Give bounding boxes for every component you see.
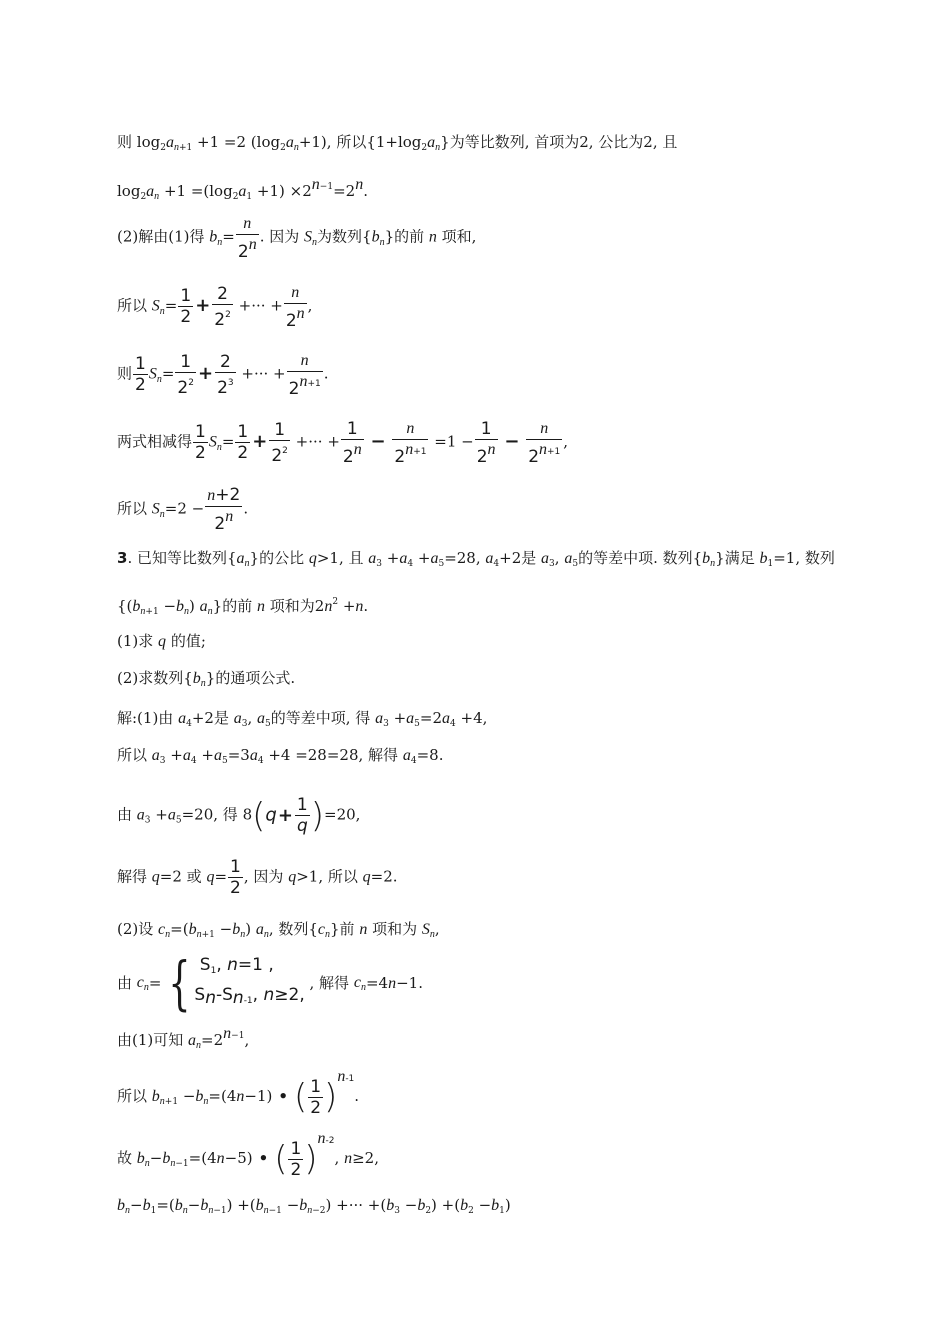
line-subtract: 两式相减得 $\frac{1}{2}$ $S_n=$ $\frac{1}{2}$ + $\frac{1}{2^2}$ +··· + $\frac{1}{2^n}$ − $\frac{n}{2^{n+1}}$ =1 − $\frac{1}{2^n}$ − $\frac{n}{2^{n+1}}$ , [117,418,569,467]
fraction: $\frac{n}{2^n}$ [237,215,257,262]
solution-piecewise: 由 $c_n=$ { $S_1$, n=1 , $S_n-S_{n-1}$, n≥2, , 解得 $c_n=4n-1$. [117,949,423,1017]
solution-line-2: 所以 $a_3 +a_4 +a_5=3a_4 +4 =28=28$, 解得 $a_4=8$. [117,746,444,766]
solution-an: 由(1)可知 $a_n=2^{n-1}$, [117,1025,250,1051]
solution-telescoping: $b_n-b_1=(b_n-b_{n-1}) +(b_{n-1} -b_{n-2})$ +··· $+(b_3 -b_2) +(b_2 -b_1)$ [117,1196,511,1216]
line-log-closed-form: $\log_2a_n +1 =(\log_2a_1 +1) \times 2^{n-1}=2^n$. [117,176,368,202]
problem-3-statement: 3. 已知等比数列$\{a_n\}$的公比 q>1, 且 $a_3 +a_4 +a_5=28$, $a_4+2$是 $a_3$, $a_5$的等差中项. 数列$\{b_n\}$满足 $b_1=1$, 数列 [117,549,835,569]
line-sn-result: 所以 $S_n=2$ − $\frac{n+2}{2^n}$ . [117,485,249,534]
solution-line-3: 由 $a_3 +a_5=20$, 得 8(q+ $\frac{1}{q}$ )=20, [117,795,361,836]
solution-bn-diff-shift: 故 $b_n-b_{n-1}=(4n-5)$ • ( $\frac{1}{2}$ )$^{n-2}$, n≥2, [117,1130,379,1180]
line-part2-bn: (2)解由(1)得 $b_n=$ $\frac{n}{2^n}$ . 因为 $S_n$为数列$\{b_n\}$的前 n 项和, [117,215,477,262]
solution-line-1: 解:(1)由 $a_4+2$是 $a_3$, $a_5$的等差中项, 得 $a_3 +a_5=2a_4 +4$, [117,709,488,729]
problem-3-statement-cont: {$(b_{n+1} -b_n)$ $a_n$}的前 n 项和为$2n^2 +n$. [117,597,369,617]
question-1: (1)求 q 的值; [117,632,206,650]
solution-line-4: 解得 q=2 或 q= $\frac{1}{2}$ , 因为 q>1, 所以 q=2. [117,857,398,898]
solution-part2-define: (2)设 $c_n=(b_{n+1} -b_n)$ $a_n$, 数列$\{c_n\}$前 n 项和为 $S_n$, [117,920,440,940]
line-half-sn: 则 $\frac{1}{2}$ $S_n=$ $\frac{1}{2^2}$ + $\frac{2}{2^3}$ +··· + $\frac{n}{2^{n+1}}$ . [117,351,329,399]
line-log-recurrence: 则 $\log_2a_{n+1} +1 =2$ $(\log_2a_n+1)$, 所以$\{1+\log_2a_n\}$为等比数列, 首项为2, 公比为2, 且 [117,133,678,153]
line-sn-sum: 所以 $S_n=$ $\frac{1}{2}$ + $\frac{2}{2^2}$ +··· + $\frac{n}{2^n}$ , [117,283,313,331]
question-2: (2)求数列$\{b_n\}$的通项公式. [117,669,296,689]
solution-bn-diff: 所以 $b_{n+1} -b_n=(4n-1)$ • ( $\frac{1}{2}$ )$^{n-1}$. [117,1068,360,1118]
